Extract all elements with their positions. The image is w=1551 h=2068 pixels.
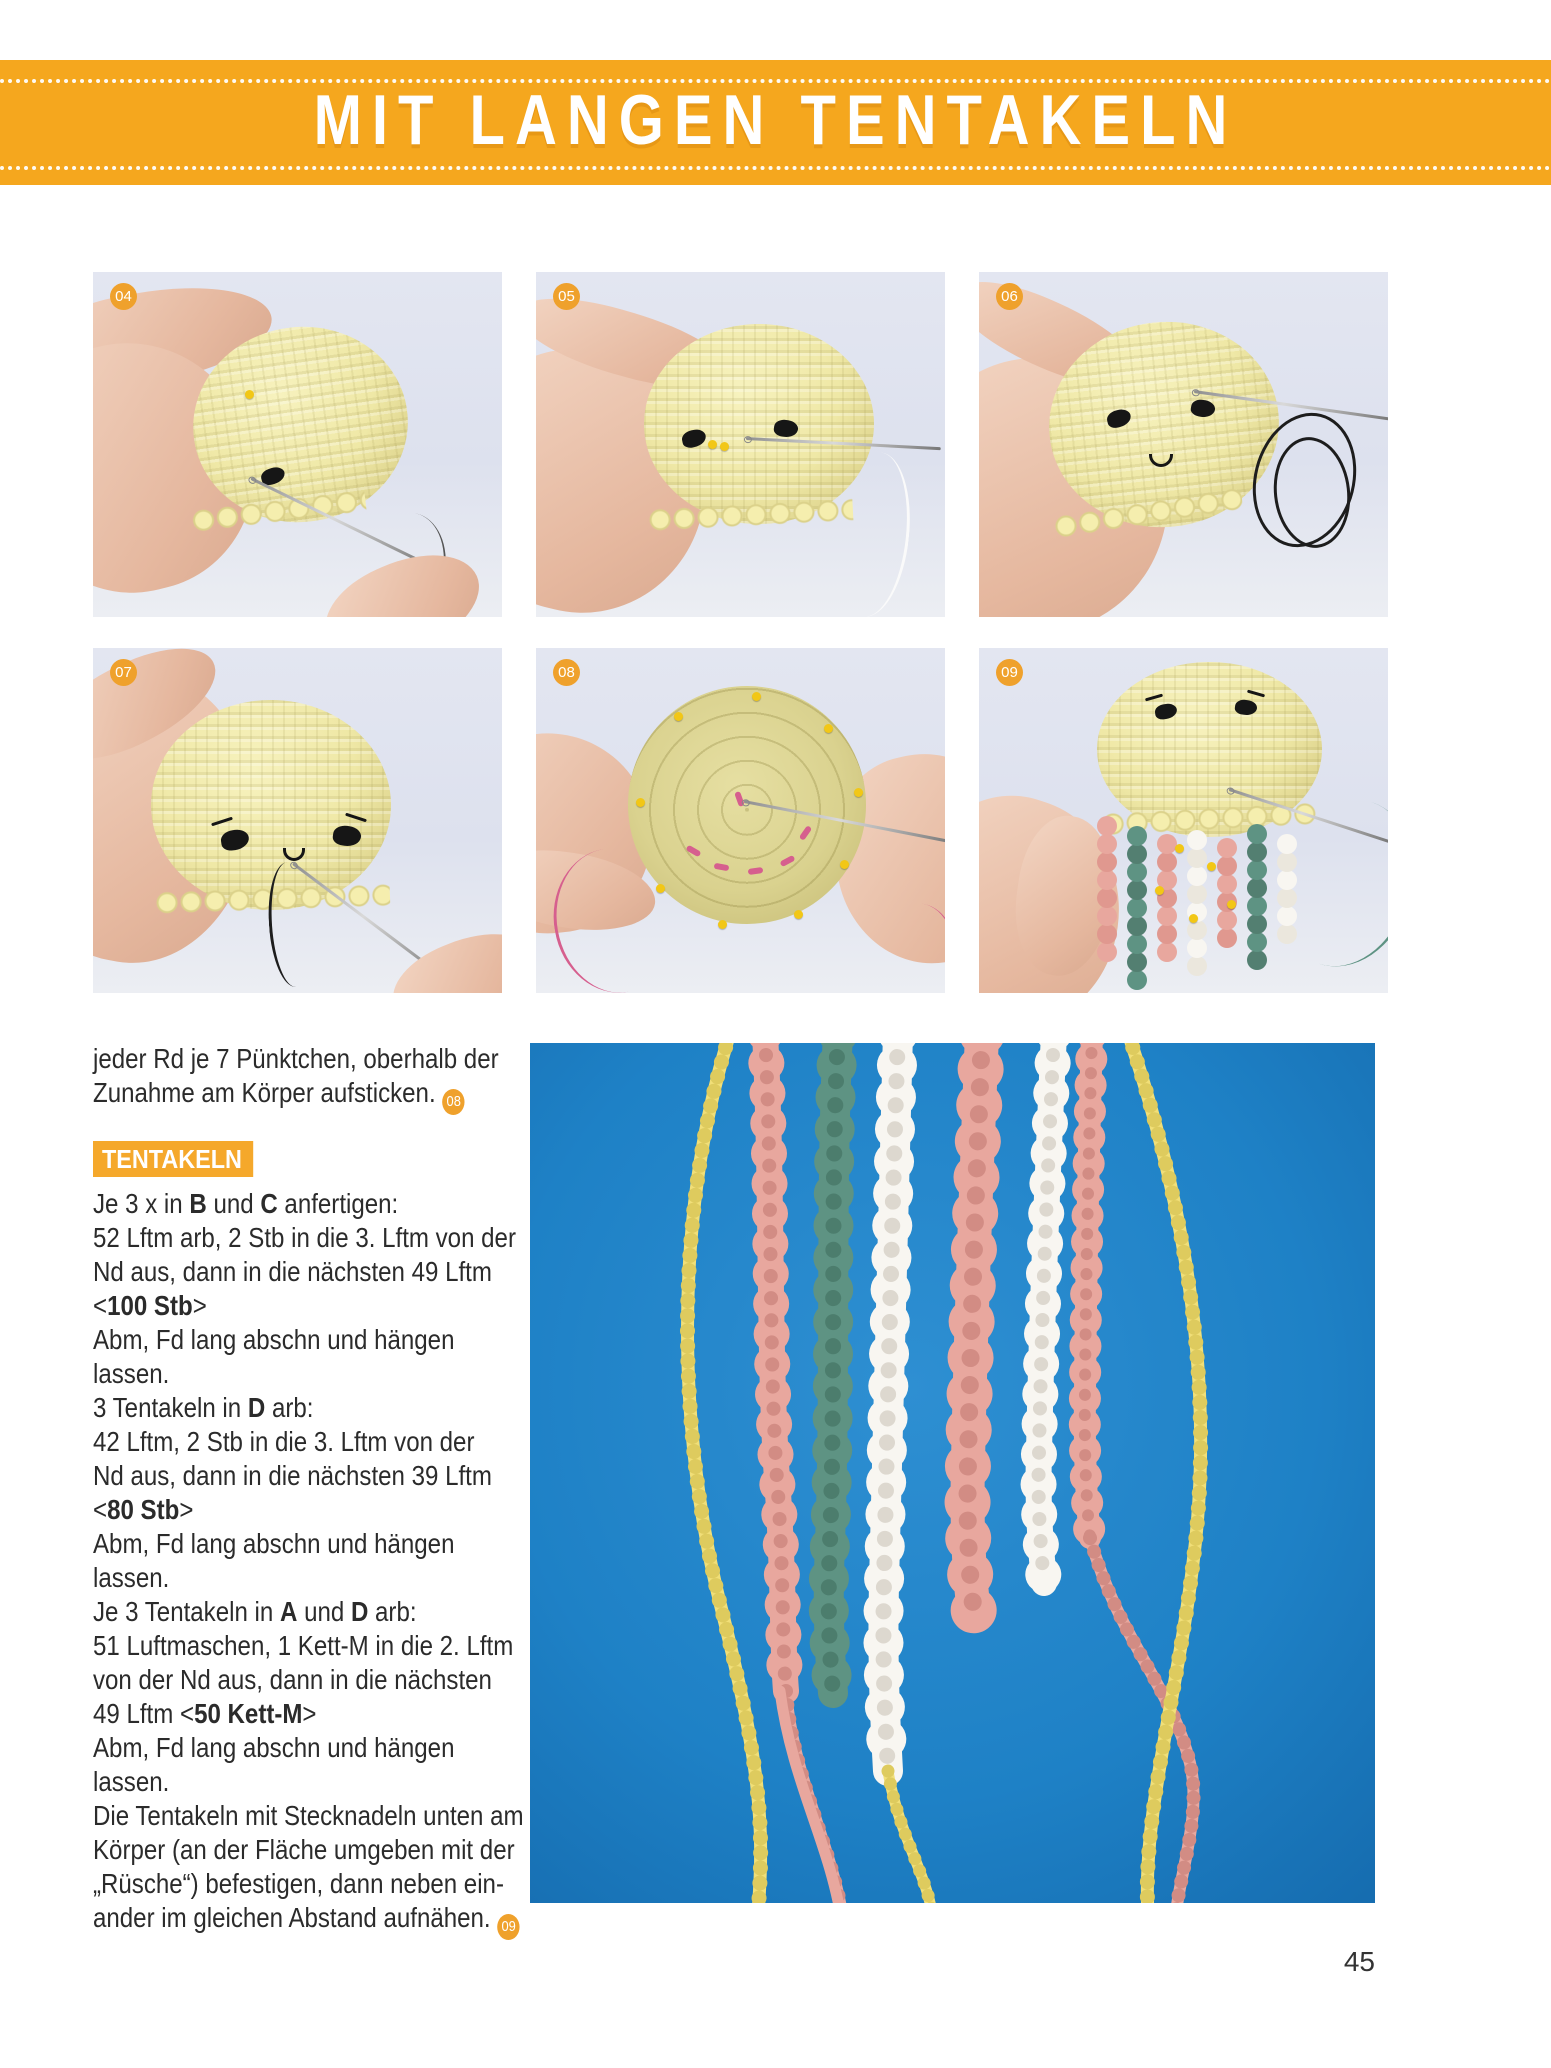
- instruction-text: Nd aus, dann in die nächsten 49 Lftm: [93, 1256, 492, 1287]
- section-heading-line: [93, 1141, 563, 1177]
- step-badge-06: 06: [996, 283, 1023, 310]
- pin: [1175, 844, 1184, 853]
- instruction-text: 49 Lftm <: [93, 1698, 195, 1729]
- instruction-text: D: [350, 1596, 369, 1627]
- instruction-text: A: [279, 1596, 298, 1627]
- instruction-line: [93, 1629, 514, 1663]
- instruction-text: D: [247, 1392, 266, 1423]
- instruction-line: [93, 1527, 497, 1561]
- mini-tentacle-pink: [1217, 838, 1237, 858]
- page-number: 45: [1343, 1946, 1375, 1977]
- instruction-line: [93, 1357, 497, 1391]
- pin: [1207, 862, 1216, 871]
- instruction-line: [93, 1901, 516, 1940]
- instruction-text: jeder Rd je 7 Pünktchen, oberhalb der: [93, 1043, 499, 1074]
- instruction-text: <: [93, 1290, 108, 1321]
- step-photo-04: [93, 272, 502, 617]
- mini-tentacle-teal: [1247, 824, 1267, 844]
- step-ref-badge: 09: [497, 1914, 519, 1940]
- instruction-text: Abm, Fd lang abschn und hängen: [93, 1324, 455, 1355]
- instruction-text: 52 Lftm arb, 2 Stb in die 3. Lftm von der: [93, 1222, 516, 1253]
- pin: [840, 860, 849, 869]
- instruction-text: Körper (an der Fläche umgeben mit der: [93, 1834, 515, 1865]
- instruction-line: [93, 1595, 497, 1629]
- pin: [1155, 886, 1164, 895]
- instruction-line: [93, 1076, 497, 1115]
- mini-tentacle-pink: [1097, 816, 1117, 836]
- instruction-text: von der Nd aus, dann in die nächsten: [93, 1664, 492, 1695]
- instruction-line: [93, 1221, 516, 1255]
- instruction-line: [93, 1459, 497, 1493]
- tentacle-corkscrew-pink-2: [968, 1043, 982, 1613]
- instruction-text: 3 Tentakeln in: [93, 1392, 248, 1423]
- instruction-line: [93, 1833, 515, 1867]
- mini-tentacle-white: [1187, 830, 1207, 850]
- tentacles-photo: [530, 1043, 1375, 1903]
- hand: [381, 915, 502, 993]
- instructions-column: [93, 1042, 563, 1940]
- step-photo-08: [536, 648, 945, 993]
- instruction-line: [93, 1697, 497, 1731]
- instruction-line: [93, 1289, 497, 1323]
- instruction-text: Abm, Fd lang abschn und hängen: [93, 1528, 455, 1559]
- instruction-line: [93, 1561, 497, 1595]
- instruction-text: Zunahme am Körper aufsticken.: [93, 1077, 436, 1108]
- instruction-line: [93, 1663, 497, 1697]
- instruction-text: <: [93, 1494, 108, 1525]
- pin: [708, 440, 717, 449]
- step-badge-09: 09: [996, 659, 1023, 686]
- instruction-text: ander im gleichen Abstand aufnähen.: [93, 1902, 491, 1933]
- instruction-text: Je 3 Tentakeln in: [93, 1596, 280, 1627]
- instruction-text: C: [260, 1188, 278, 1219]
- instruction-text: lassen.: [93, 1358, 170, 1389]
- instruction-line: [93, 1867, 504, 1901]
- instruction-text: >: [192, 1290, 207, 1321]
- instruction-line: [93, 1323, 497, 1357]
- instruction-text: lassen.: [93, 1562, 170, 1593]
- instruction-text: Je 3 x in: [93, 1188, 190, 1219]
- instruction-line: [93, 1391, 497, 1425]
- instruction-line: [93, 1799, 524, 1833]
- instruction-text: anfertigen:: [277, 1188, 399, 1219]
- pin: [1189, 914, 1198, 923]
- pin: [718, 920, 727, 929]
- mini-tentacle-teal: [1127, 826, 1147, 846]
- instruction-line: [93, 1765, 497, 1799]
- step-photo-07: [93, 648, 502, 993]
- instruction-text: „Rüsche“) befestigen, dann neben ein-: [93, 1868, 504, 1899]
- instruction-text: 80 Stb: [107, 1494, 180, 1525]
- pin: [854, 788, 863, 797]
- instruction-text: 50 Kett-M: [194, 1698, 303, 1729]
- instruction-text: >: [179, 1494, 194, 1525]
- instruction-text: Abm, Fd lang abschn und hängen: [93, 1732, 455, 1763]
- tentacles-illustration: [530, 1043, 1375, 1903]
- instruction-text: lassen.: [93, 1766, 170, 1797]
- step-photo-05: [536, 272, 945, 617]
- crochet-ball: [151, 700, 391, 910]
- step-ref-badge: 08: [443, 1089, 465, 1115]
- instruction-text: und: [297, 1596, 351, 1627]
- pin: [636, 798, 645, 807]
- instruction-line: [93, 1255, 497, 1289]
- instruction-line: [93, 1425, 497, 1459]
- step-badge-08: 08: [553, 659, 580, 686]
- page-title: MIT LANGEN TENTAKELN: [313, 80, 1238, 160]
- pin: [1227, 900, 1236, 909]
- instruction-text: und: [206, 1188, 261, 1219]
- instruction-text: Die Tentakeln mit Stecknadeln unten am: [93, 1800, 524, 1831]
- instruction-text: 51 Luftmaschen, 1 Kett-M in die 2. Lftm: [93, 1630, 514, 1661]
- instruction-text: Nd aus, dann in die nächsten 39 Lftm: [93, 1460, 492, 1491]
- pin: [245, 390, 254, 399]
- instruction-line: [93, 1042, 497, 1076]
- step-photo-09: [979, 648, 1388, 993]
- instruction-text: arb:: [265, 1392, 314, 1423]
- crochet-ball: [644, 324, 874, 524]
- pin: [794, 910, 803, 919]
- instruction-text: arb:: [368, 1596, 417, 1627]
- pin: [720, 442, 729, 451]
- pin: [824, 724, 833, 733]
- instruction-line: [93, 1731, 497, 1765]
- tentacle-corkscrew-teal: [829, 1043, 838, 1693]
- page-banner: [0, 60, 1551, 185]
- step-badge-04: 04: [110, 283, 137, 310]
- instruction-line: [93, 1187, 497, 1221]
- mini-tentacle-pink: [1157, 834, 1177, 854]
- section-heading-chip: TENTAKELN: [93, 1141, 253, 1177]
- step-photo-grid: [93, 272, 1388, 993]
- instruction-text: 42 Lftm, 2 Stb in die 3. Lftm von der: [93, 1426, 475, 1457]
- instruction-text: 100 Stb: [107, 1290, 193, 1321]
- tentacle-corkscrew-white-2: [1039, 1043, 1054, 1583]
- banner-dotted-line-bottom: [0, 166, 1551, 170]
- step-photo-06: [979, 272, 1388, 617]
- instruction-line: [93, 1493, 497, 1527]
- instruction-text: >: [302, 1698, 317, 1729]
- step-badge-05: 05: [553, 283, 580, 310]
- pin: [752, 692, 761, 701]
- step-badge-07: 07: [110, 659, 137, 686]
- instruction-text: B: [189, 1188, 207, 1219]
- pin: [674, 712, 683, 721]
